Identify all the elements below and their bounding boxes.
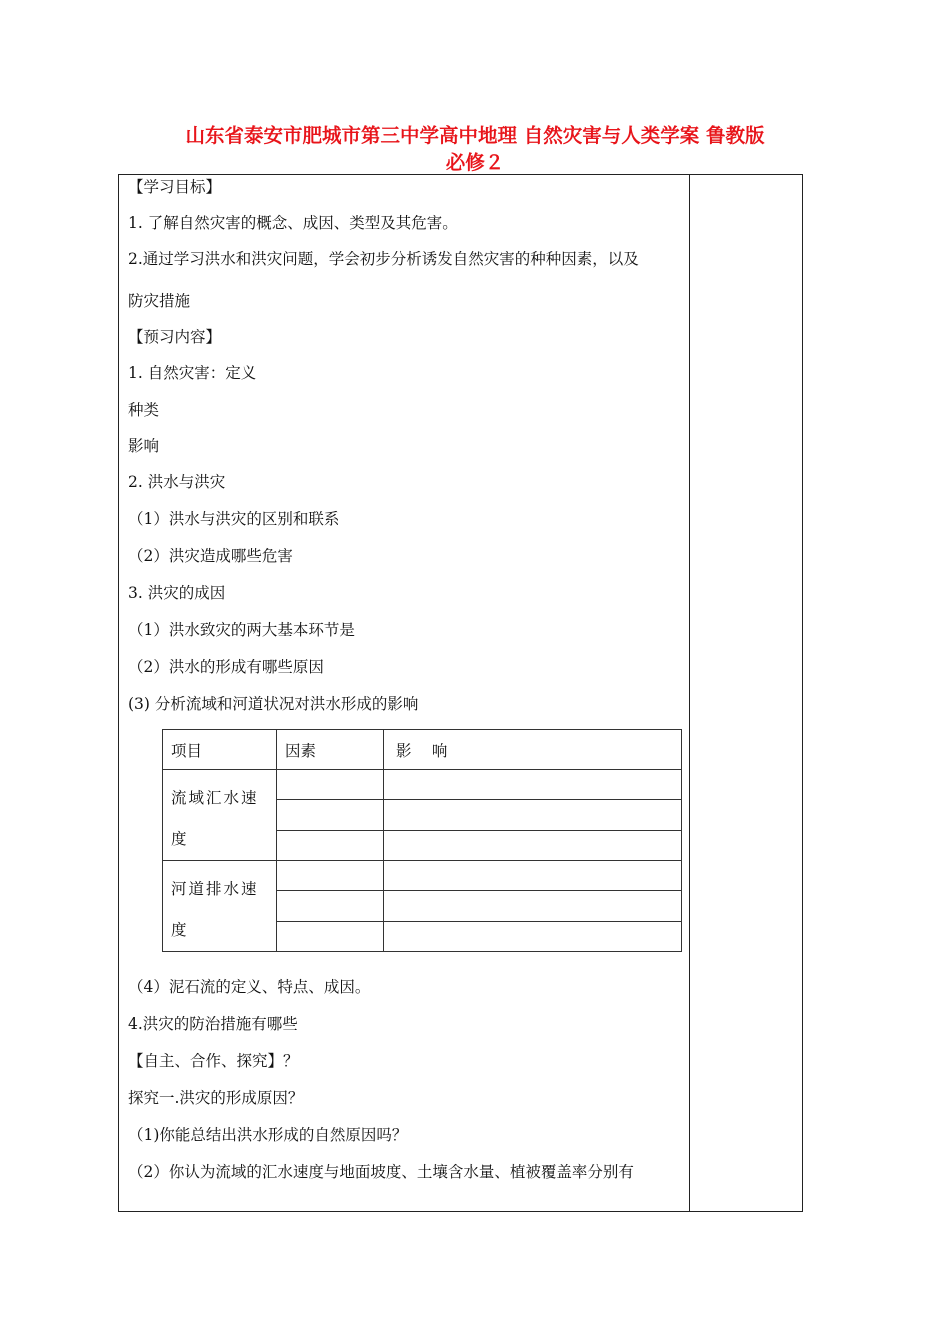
preview-item-3-3: (3) 分析流域和河道状况对洪水形成的影响: [128, 695, 419, 713]
blank-cell[interactable]: [277, 830, 384, 860]
blank-cell[interactable]: [277, 921, 384, 951]
preview-item-2: 2. 洪水与洪灾: [128, 473, 226, 491]
row-label-catchment-speed: 流域汇水速度: [163, 770, 277, 861]
blank-cell[interactable]: [384, 891, 682, 921]
blank-cell[interactable]: [384, 921, 682, 951]
inquiry-1-heading: 探究一.洪灾的形成原因？: [128, 1089, 304, 1107]
objective-2: 2.通过学习洪水和洪灾问题，学会初步分析诱发自然灾害的种种因素，以及: [128, 250, 639, 268]
table-row: [163, 770, 682, 800]
blank-cell[interactable]: [384, 861, 682, 891]
table-header-cell: 因素: [277, 730, 384, 770]
section-heading-inquiry: 【自主、合作、探究】？: [128, 1052, 299, 1070]
section-heading-objectives: 【学习目标】: [128, 178, 222, 196]
table-row: [163, 861, 682, 891]
document-title-line-2: 必修２: [445, 151, 505, 174]
blank-cell[interactable]: [277, 891, 384, 921]
objective-1: 1. 了解自然灾害的概念、成因、类型及其危害。: [128, 214, 458, 232]
preview-item-1: 1. 自然灾害：定义: [128, 364, 257, 382]
blank-cell[interactable]: [277, 770, 384, 800]
blank-cell[interactable]: [277, 861, 384, 891]
section-heading-preview: 【预习内容】: [128, 328, 222, 346]
preview-item-3-2: （2）洪水的形成有哪些原因: [128, 658, 324, 676]
preview-item-4: 4.洪灾的防治措施有哪些: [128, 1015, 298, 1033]
preview-item-3-1: （1）洪水致灾的两大基本环节是: [128, 621, 355, 639]
blank-cell[interactable]: [277, 800, 384, 830]
preview-item-2-2: （2）洪灾造成哪些危害: [128, 547, 293, 565]
blank-cell[interactable]: [384, 830, 682, 860]
row-label-channel-drainage-speed: 河道排水速度: [163, 861, 277, 952]
preview-item-1-impact: 影响: [128, 437, 160, 455]
blank-cell[interactable]: [384, 800, 682, 830]
table-header-cell: 项目: [163, 730, 277, 770]
objective-2-continued: 防灾措施: [128, 292, 191, 310]
preview-item-3: 3. 洪灾的成因: [128, 584, 226, 602]
inquiry-1-question-1: （1)你能总结出洪水形成的自然原因吗？: [128, 1126, 408, 1144]
table-header-cell: 影 响: [384, 730, 682, 770]
preview-item-2-1: （1）洪水与洪灾的区别和联系: [128, 510, 340, 528]
document-title-line-1: 山东省泰安市肥城市第三中学高中地理 自然灾害与人类学案 鲁教版: [185, 124, 765, 147]
preview-item-1-types: 种类: [128, 401, 160, 419]
factor-analysis-table: [162, 729, 682, 952]
notes-column-divider: [689, 174, 690, 1212]
preview-item-3-4: （4）泥石流的定义、特点、成因。: [128, 978, 371, 996]
blank-cell[interactable]: [384, 770, 682, 800]
table-header-row: [163, 730, 682, 770]
inquiry-1-question-2: （2）你认为流域的汇水速度与地面坡度、土壤含水量、植被覆盖率分别有: [128, 1163, 634, 1181]
